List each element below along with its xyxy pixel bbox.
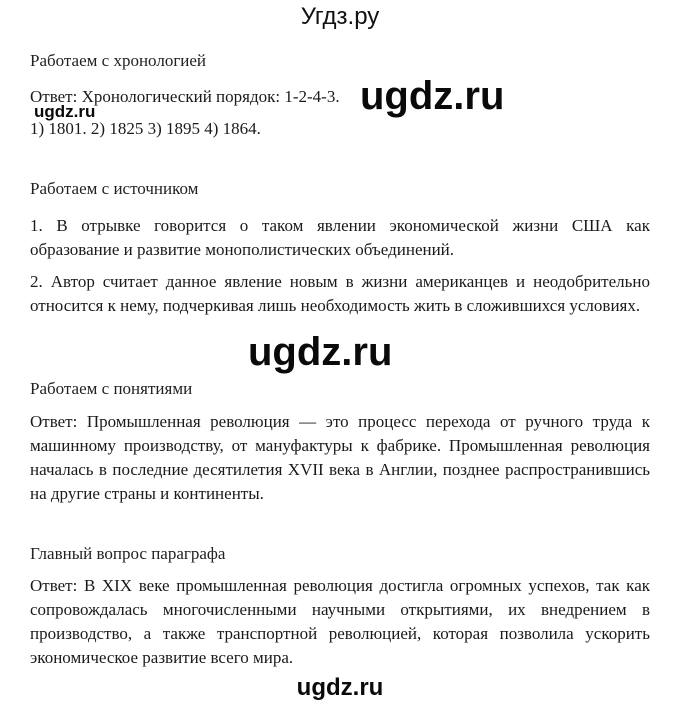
source-paragraph-1: 1. В отрывке говорится о таком явлении экономической жизни США как образование и развитие монополистических объединений. [30,216,650,259]
concepts-heading: Работаем с понятиями [30,379,193,398]
source-paragraph-2: 2. Автор считает данное явление новым в жизни американцев и неодобрительно относится к нему, подчеркивая лишь необходимость жить в сложившихся условиях. [30,272,650,315]
watermark-small-1: ugdz.ru [34,102,96,121]
main-question-heading: Главный вопрос параграфа [30,544,226,563]
chronology-answer: Ответ: Хронологический порядок: 1-2-4-3. [30,87,340,106]
concepts-paragraph: Ответ: Промышленная революция — это процесс перехода от ручного труда к машинному производству, от мануфактуры к фабрике. Промышленная революция началась в последние десятилетия XVII века в Англии, позднее распространившись на другие страны и континенты. [30,412,650,503]
watermark-big-1: ugdz.ru [360,74,505,118]
watermark-footer: ugdz.ru [296,674,384,701]
watermark-big-2: ugdz.ru [248,330,393,374]
chronology-heading: Работаем с хронологией [30,51,207,70]
source-heading: Работаем с источником [30,179,199,198]
site-title: Угдз.ру [300,3,380,30]
main-question-paragraph: Ответ: В XIX веке промышленная революция достигла огромных успехов, так как сопровождалась многочисленными научными открытиями, их внедрением в производство, а также транспортной революцией, которая позволила ускорить экономическое развитие всего мира. [30,576,650,667]
chronology-dates: 1) 1801. 2) 1825 3) 1895 4) 1864. [30,119,261,138]
